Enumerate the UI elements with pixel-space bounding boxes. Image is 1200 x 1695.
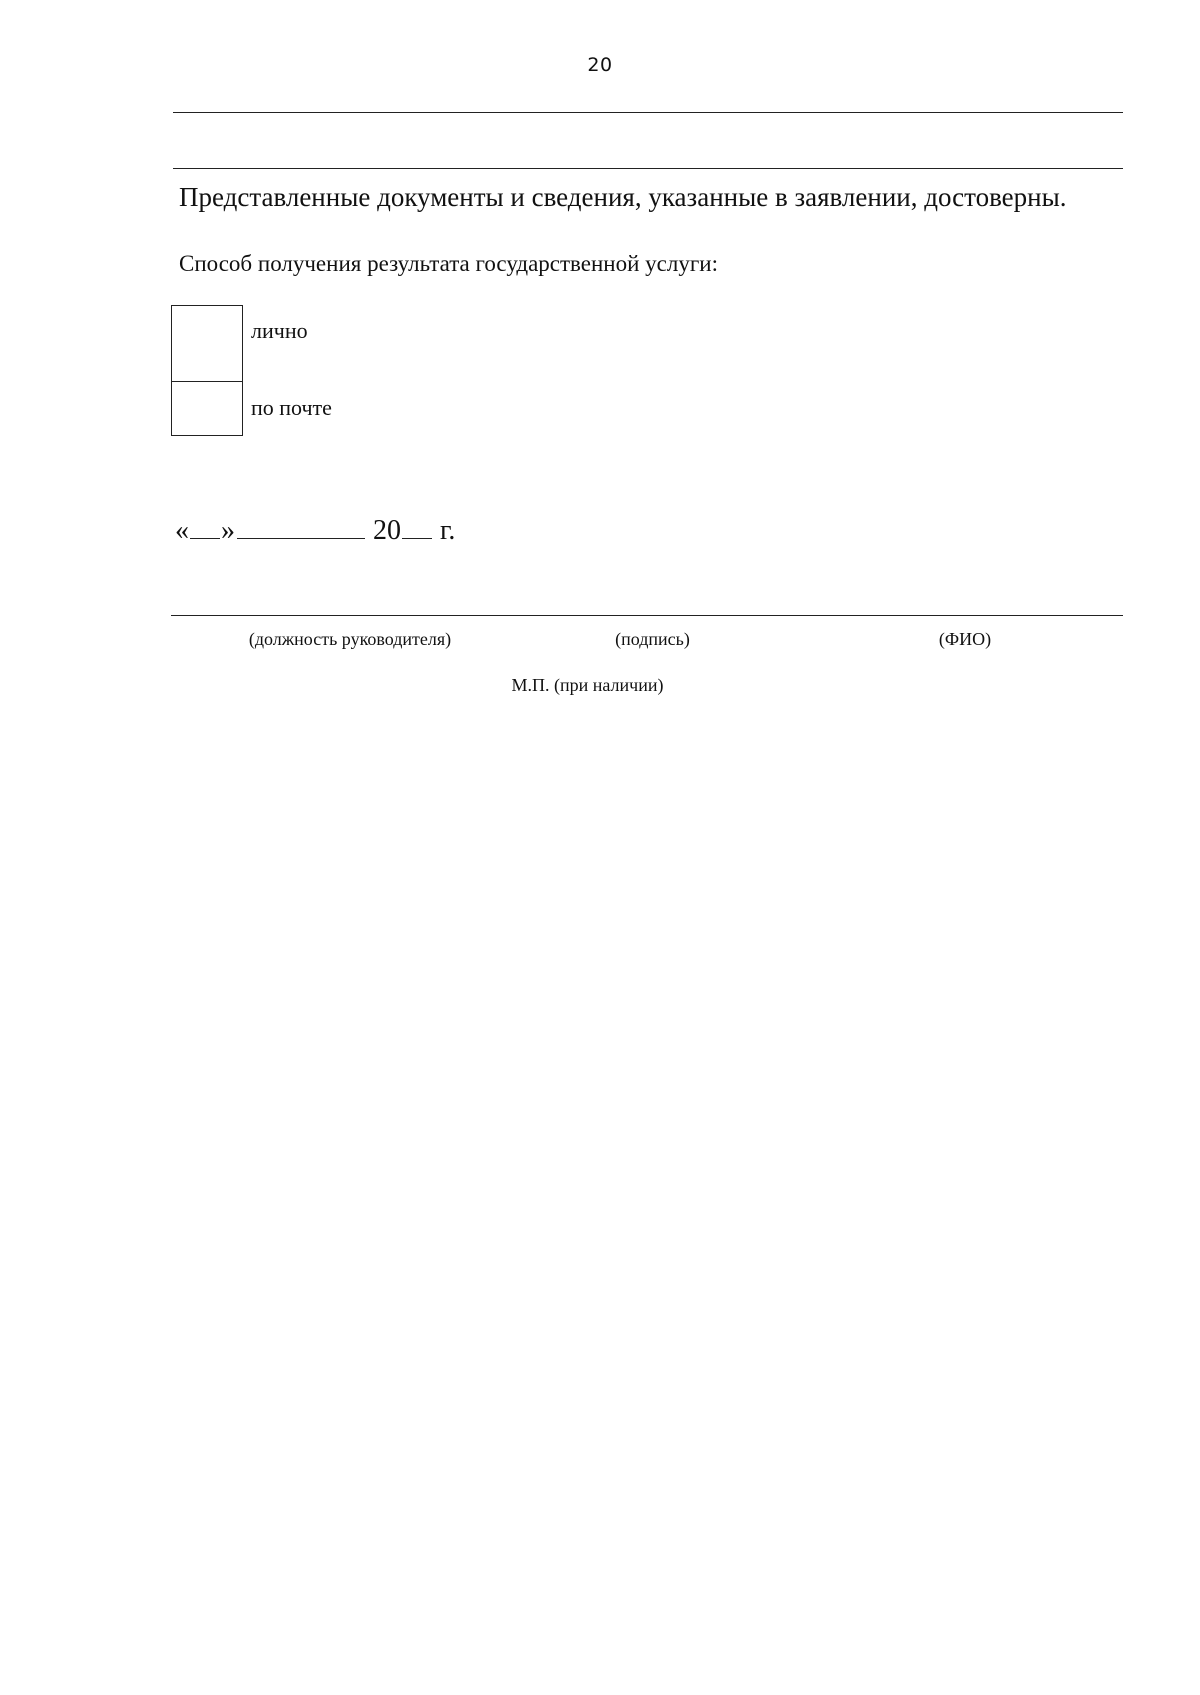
date-year-blank[interactable]: [402, 537, 432, 539]
blank-line-2[interactable]: [173, 168, 1123, 169]
page-number: 20: [587, 54, 613, 76]
date-year-prefix: 20: [373, 515, 401, 546]
checkbox-in-person[interactable]: [171, 305, 243, 383]
fio-caption: (ФИО): [938, 629, 992, 649]
option-label-by-mail: по почте: [251, 395, 332, 420]
position-caption: (должность руководителя): [248, 629, 452, 649]
option-label-in-person: лично: [251, 318, 308, 343]
authenticity-statement: Представленные документы и сведения, указанные в заявлении, достоверны.: [179, 182, 1067, 212]
signature-line[interactable]: [171, 615, 1123, 616]
date-month-blank[interactable]: [237, 537, 365, 539]
date-field: [175, 515, 455, 547]
signature-caption: (подпись): [615, 629, 690, 649]
date-year-suffix: г.: [440, 515, 456, 546]
checkbox-by-mail[interactable]: [171, 381, 243, 436]
date-open-quote: «: [175, 515, 189, 546]
date-close-quote: »: [221, 515, 235, 546]
blank-line-1[interactable]: [173, 112, 1123, 113]
stamp-caption: М.П. (при наличии): [511, 675, 664, 695]
receipt-method-title: Способ получения результата государственной услуги:: [179, 251, 718, 276]
date-day-blank[interactable]: [190, 537, 220, 539]
